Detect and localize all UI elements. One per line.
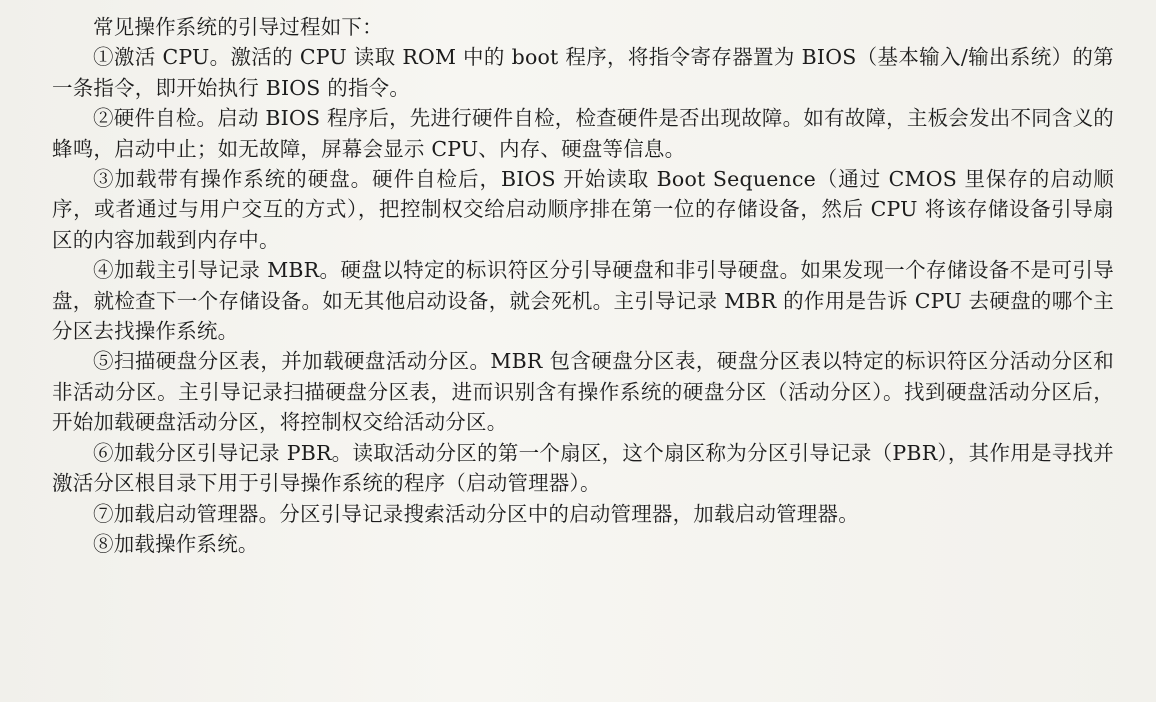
step-6-paragraph: ⑥加载分区引导记录 PBR。读取活动分区的第一个扇区，这个扇区称为分区引导记录（PBR），其作用是寻找并激活分区根目录下用于引导操作系统的程序（启动管理器）。 (52, 440, 1114, 496)
step-5-paragraph: ⑤扫描硬盘分区表，并加载硬盘活动分区。MBR 包含硬盘分区表，硬盘分区表以特定的标识符区分活动分区和非活动分区。主引导记录扫描硬盘分区表，进而识别含有操作系统的硬盘分区（活动分区）。找到硬盘活动分区后，开始加载硬盘活动分区，将控制权交给活动分区。 (52, 349, 1114, 435)
step-7-paragraph: ⑦加载启动管理器。分区引导记录搜索活动分区中的启动管理器，加载启动管理器。 (93, 501, 859, 526)
document-body (52, 12, 1114, 559)
intro-text: 常见操作系统的引导过程如下： (93, 15, 383, 39)
step-3-paragraph: ③加载带有操作系统的硬盘。硬件自检后，BIOS 开始读取 Boot Sequence（通过 CMOS 里保存的启动顺序，或者通过与用户交互的方式），把控制权交给启动顺序排在第一位的存储设备，然后 CPU 将该存储设备引导扇区的内容加载到内存中。 (52, 167, 1114, 252)
step-4-paragraph: ④加载主引导记录 MBR。硬盘以特定的标识符区分引导硬盘和非引导硬盘。如果发现一个存储设备不是可引导盘，就检查下一个存储设备。如无其他启动设备，就会死机。主引导记录 MBR 的作用是告诉 CPU 去硬盘的哪个主分区去找操作系统。 (52, 258, 1114, 344)
step-2-paragraph: ②硬件自检。启动 BIOS 程序后，先进行硬件自检，检查硬件是否出现故障。如有故障，主板会发出不同含义的蜂鸣，启动中止；如无故障，屏幕会显示 CPU、内存、硬盘等信息。 (52, 106, 1114, 161)
step-8-paragraph: ⑧加载操作系统。 (93, 531, 259, 556)
step-1-paragraph: ①激活 CPU。激活的 CPU 读取 ROM 中的 boot 程序，将指令寄存器置为 BIOS（基本输入/输出系统）的第一条指令，即开始执行 BIOS 的指令。 (52, 45, 1114, 100)
